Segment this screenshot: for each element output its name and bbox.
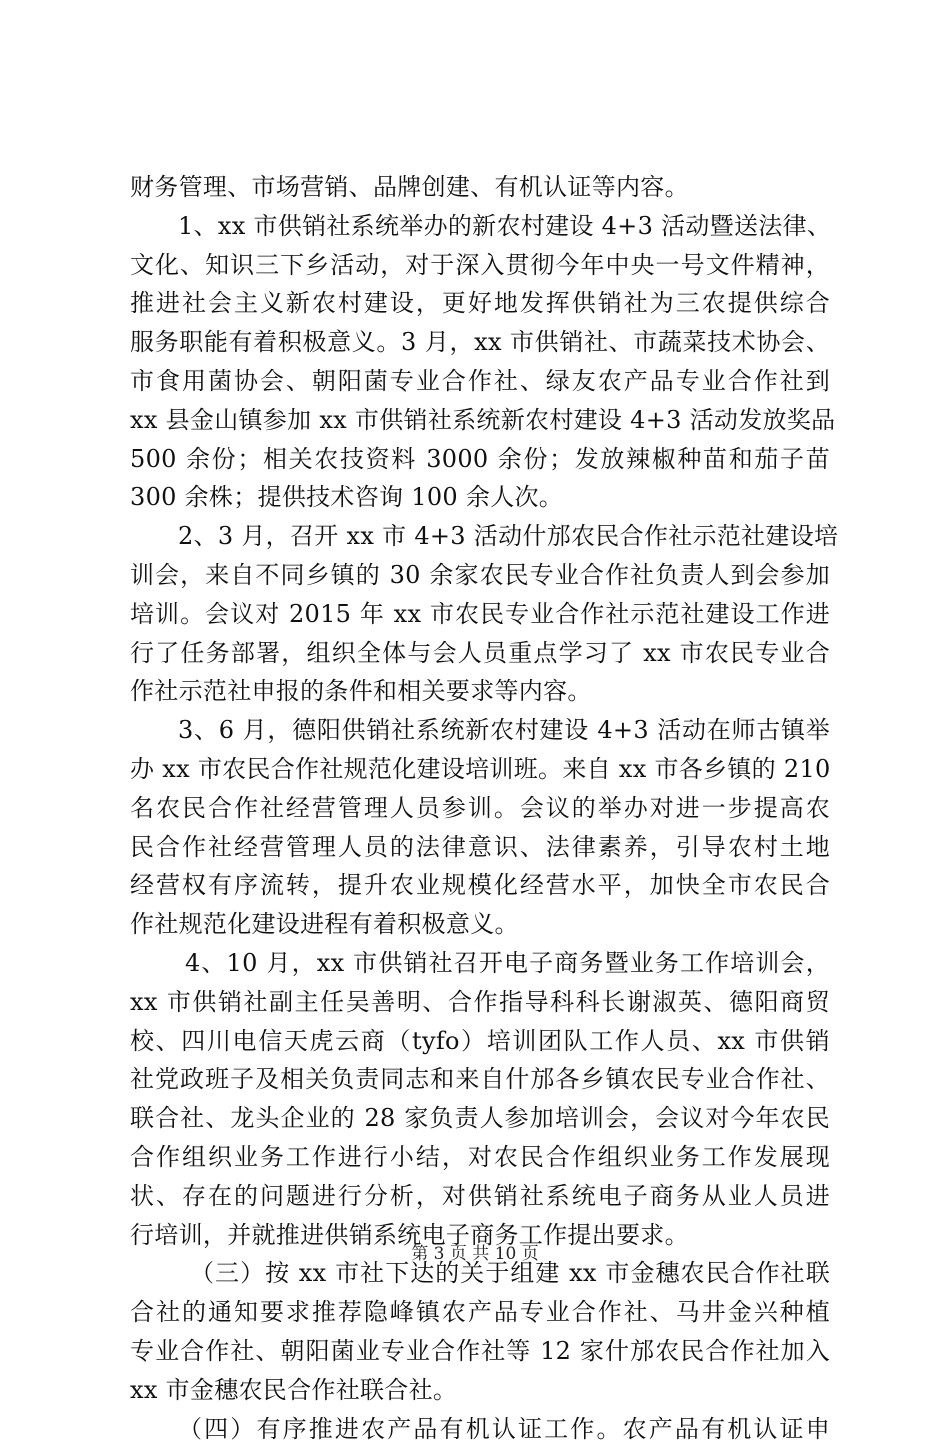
text-line: 民合作社经营管理人员的法律意识、法律素养，引导农村土地 bbox=[130, 828, 830, 867]
text-line: 社党政班子及相关负责同志和来自什邡各乡镇农民专业合作社、 bbox=[130, 1060, 830, 1099]
text-line: 训会，来自不同乡镇的 30 余家农民专业合作社负责人到会参加 bbox=[130, 556, 830, 595]
paragraph-section-4 bbox=[130, 1410, 830, 1448]
text-line: 作社示范社申报的条件和相关要求等内容。 bbox=[130, 672, 830, 711]
text-line: 联合社、龙头企业的 28 家负责人参加培训会，会议对今年农民 bbox=[130, 1099, 830, 1138]
paragraph-section-3 bbox=[130, 1254, 830, 1409]
text-line: 校、四川电信天虎云商（tyfo）培训团队工作人员、xx 市供销 bbox=[130, 1022, 830, 1061]
text-line: 500 余份；相关农技资料 3000 余份；发放辣椒种苗和茄子苗 bbox=[130, 440, 830, 479]
paragraph-item-2 bbox=[130, 517, 830, 711]
text-line: 行了任务部署，组织全体与会人员重点学习了 xx 市农民专业合 bbox=[130, 634, 830, 673]
text-line: xx 市金穗农民合作社联合社。 bbox=[130, 1371, 830, 1410]
text-line: （四）有序推进农产品有机认证工作。农产品有机认证申 bbox=[130, 1410, 830, 1448]
text-line: 1、xx 市供销社系统举办的新农村建设 4+3 活动暨送法律、 bbox=[130, 207, 830, 246]
text-line: 300 余株；提供技术咨询 100 余人次。 bbox=[130, 478, 830, 517]
text-line: 经营权有序流转，提升农业规模化经营水平，加快全市农民合 bbox=[130, 866, 830, 905]
text-line: 市食用菌协会、朝阳菌专业合作社、绿友农产品专业合作社到 bbox=[130, 362, 830, 401]
text-line: 服务职能有着积极意义。3 月，xx 市供销社、市蔬菜技术协会、 bbox=[130, 323, 830, 362]
text-line: 3、6 月，德阳供销社系统新农村建设 4+3 活动在师古镇举 bbox=[130, 711, 830, 750]
text-line: 办 xx 市农民合作社规范化建设培训班。来自 xx 市各乡镇的 210 bbox=[130, 750, 830, 789]
text-line: 状、存在的问题进行分析，对供销社系统电子商务从业人员进 bbox=[130, 1177, 830, 1216]
paragraph-item-1 bbox=[130, 207, 830, 517]
text-line: xx 市供销社副主任吴善明、合作指导科科长谢淑英、德阳商贸 bbox=[130, 983, 830, 1022]
text-line: 名农民合作社经营管理人员参训。会议的举办对进一步提高农 bbox=[130, 789, 830, 828]
text-line: 培训。会议对 2015 年 xx 市农民专业合作社示范社建设工作进 bbox=[130, 595, 830, 634]
text-line: （三）按 xx 市社下达的关于组建 xx 市金穗农民合作社联 bbox=[130, 1254, 830, 1293]
text-line: 推进社会主义新农村建设，更好地发挥供销社为三农提供综合 bbox=[130, 284, 830, 323]
text-line: 合作组织业务工作进行小结，对农民合作组织业务工作发展现 bbox=[130, 1138, 830, 1177]
text-line: 专业合作社、朝阳菌业专业合作社等 12 家什邡农民合作社加入 bbox=[130, 1332, 830, 1371]
page-number-footer: 第 3 页 共 10 页 bbox=[0, 1242, 950, 1266]
text-line: 作社规范化建设进程有着积极意义。 bbox=[130, 905, 830, 944]
text-line: 4、10 月，xx 市供销社召开电子商务暨业务工作培训会， bbox=[130, 944, 830, 983]
paragraph-item-3 bbox=[130, 711, 830, 944]
paragraph-item-4 bbox=[130, 944, 830, 1254]
text-line: 行培训，并就推进供销系统电子商务工作提出要求。 bbox=[130, 1216, 830, 1255]
paragraph-continuation bbox=[130, 168, 830, 207]
text-line: 合社的通知要求推荐隐峰镇农产品专业合作社、马井金兴种植 bbox=[130, 1293, 830, 1332]
text-line: 文化、知识三下乡活动，对于深入贯彻今年中央一号文件精神， bbox=[130, 246, 830, 285]
text-line: 2、3 月，召开 xx 市 4+3 活动什邡农民合作社示范社建设培 bbox=[130, 517, 830, 556]
text-line: xx 县金山镇参加 xx 市供销社系统新农村建设 4+3 活动发放奖品 bbox=[130, 401, 830, 440]
text-line: 财务管理、市场营销、品牌创建、有机认证等内容。 bbox=[130, 168, 830, 207]
